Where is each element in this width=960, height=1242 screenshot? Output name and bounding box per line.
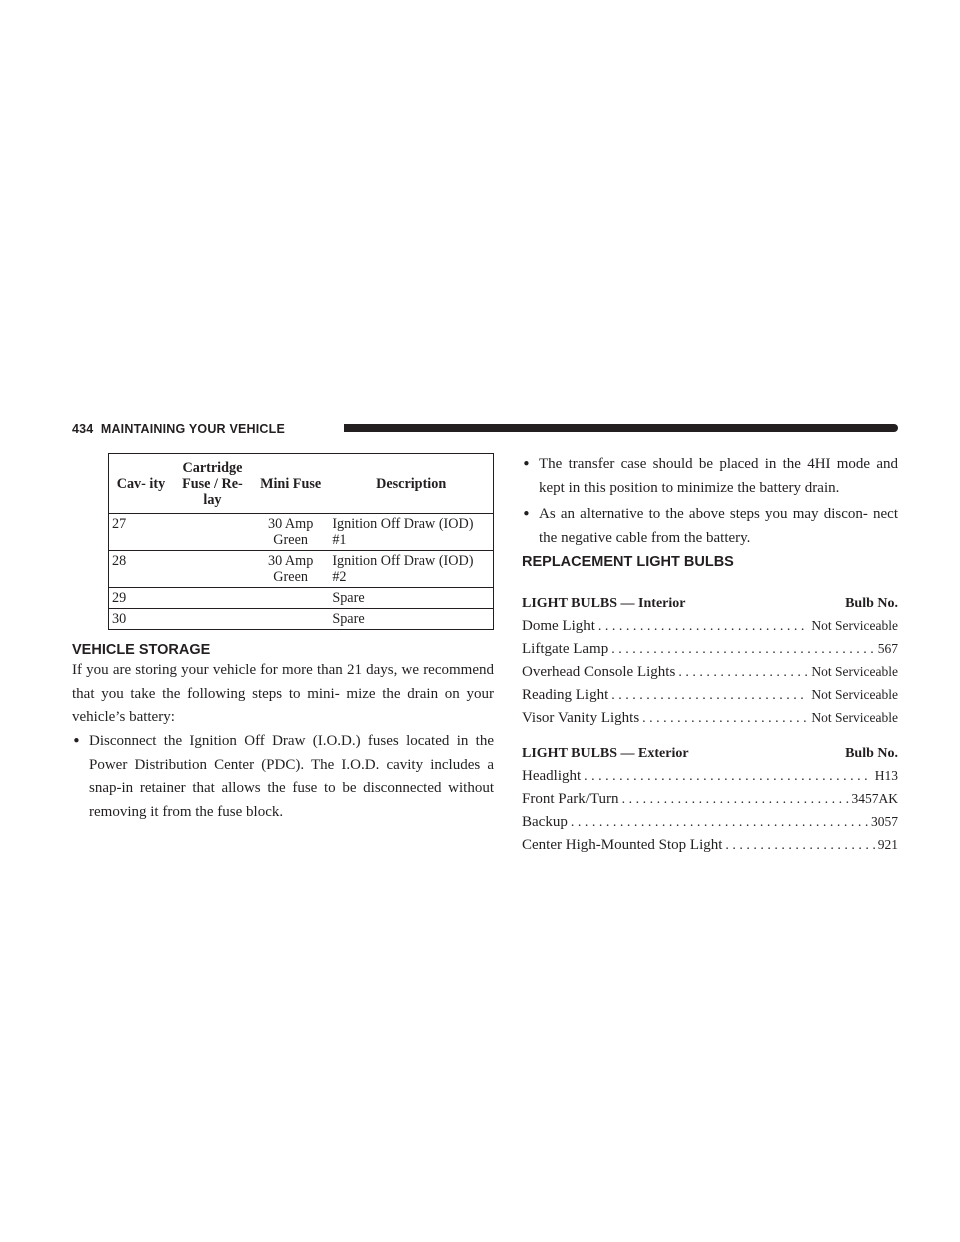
bullet-text: The transfer case should be placed in the 4HI mode and kept in this position to minimize the battery drain.	[539, 456, 898, 496]
bulb-no-label: Bulb No.	[845, 746, 898, 761]
page-header	[72, 421, 898, 437]
cell-mini-fuse: 30 Amp Green	[252, 514, 329, 551]
cell-cavity: 28	[109, 551, 173, 588]
vehicle-storage-heading: VEHICLE STORAGE	[72, 642, 211, 658]
list-item: Overhead Console Lights . . . Not Serviceable	[522, 661, 898, 684]
cell-mini-fuse: 30 Amp Green	[252, 551, 329, 588]
cell-description: Ignition Off Draw (IOD) #1	[329, 514, 493, 551]
bullet-dot: •	[522, 505, 531, 523]
list-item: Backup . . . 3057	[522, 811, 898, 834]
col-header-cavity: Cav- ity	[109, 454, 173, 514]
interior-title: LIGHT BULBS — Interior	[522, 596, 686, 611]
cell-cartridge	[173, 514, 252, 551]
cell-cartridge	[173, 551, 252, 588]
table-row	[109, 609, 494, 630]
cell-mini-fuse	[252, 588, 329, 609]
cell-mini-fuse	[252, 609, 329, 630]
exterior-bulb-header	[522, 743, 898, 765]
exterior-title: LIGHT BULBS — Exterior	[522, 746, 689, 761]
bulb-no-label: Bulb No.	[845, 596, 898, 611]
bullet-text: As an alternative to the above steps you may discon- nect the negative cable from the battery.	[539, 506, 898, 546]
header-text	[72, 421, 285, 437]
fuse-table-wrapper	[108, 453, 494, 630]
list-item: Reading Light . . . Not Serviceable	[522, 684, 898, 707]
cell-description: Spare	[329, 609, 493, 630]
list-item: Center High-Mounted Stop Light . . . 921	[522, 834, 898, 857]
table-row	[109, 514, 494, 551]
table-row	[109, 551, 494, 588]
list-item: Visor Vanity Lights . . . Not Serviceable	[522, 707, 898, 730]
vehicle-storage-intro: If you are storing your vehicle for more than 21 days, we recommend that you take the following steps to mini- mize the drain on your vehicle’s battery:	[72, 662, 494, 726]
cell-cavity: 27	[109, 514, 173, 551]
exterior-bulb-list	[522, 743, 898, 857]
fuse-table	[108, 453, 494, 630]
cell-description: Spare	[329, 588, 493, 609]
table-row	[109, 588, 494, 609]
col-header-cartridge: Cartridge Fuse / Re- lay	[173, 454, 252, 514]
list-item: Front Park/Turn . . . 3457AK	[522, 788, 898, 811]
page-number: 434	[72, 422, 94, 436]
col-header-mini-fuse: Mini Fuse	[252, 454, 329, 514]
cell-cavity: 30	[109, 609, 173, 630]
interior-bulb-list	[522, 593, 898, 730]
list-item: Dome Light . . . Not Serviceable	[522, 615, 898, 638]
bullet-text: Disconnect the Ignition Off Draw (I.O.D.) fuses located in the Power Distribution Center (PDC). The I.O.D. cavity includes a snap-in retainer that allows the fuse to be disconnected without removing it from the fuse block.	[89, 733, 494, 820]
cell-cavity: 29	[109, 588, 173, 609]
chapter-title: MAINTAINING YOUR VEHICLE	[100, 422, 286, 436]
list-item: Liftgate Lamp . . . 567	[522, 638, 898, 661]
cell-cartridge	[173, 609, 252, 630]
bullet-dot: •	[72, 732, 81, 750]
interior-bulb-header	[522, 593, 898, 615]
replacement-bulbs-heading: REPLACEMENT LIGHT BULBS	[522, 554, 734, 570]
list-item: Headlight . . . H13	[522, 765, 898, 788]
col-header-description: Description	[329, 454, 493, 514]
cell-description: Ignition Off Draw (IOD) #2	[329, 551, 493, 588]
cell-cartridge	[173, 588, 252, 609]
header-rule	[344, 424, 898, 432]
bullet-dot: •	[522, 455, 531, 473]
